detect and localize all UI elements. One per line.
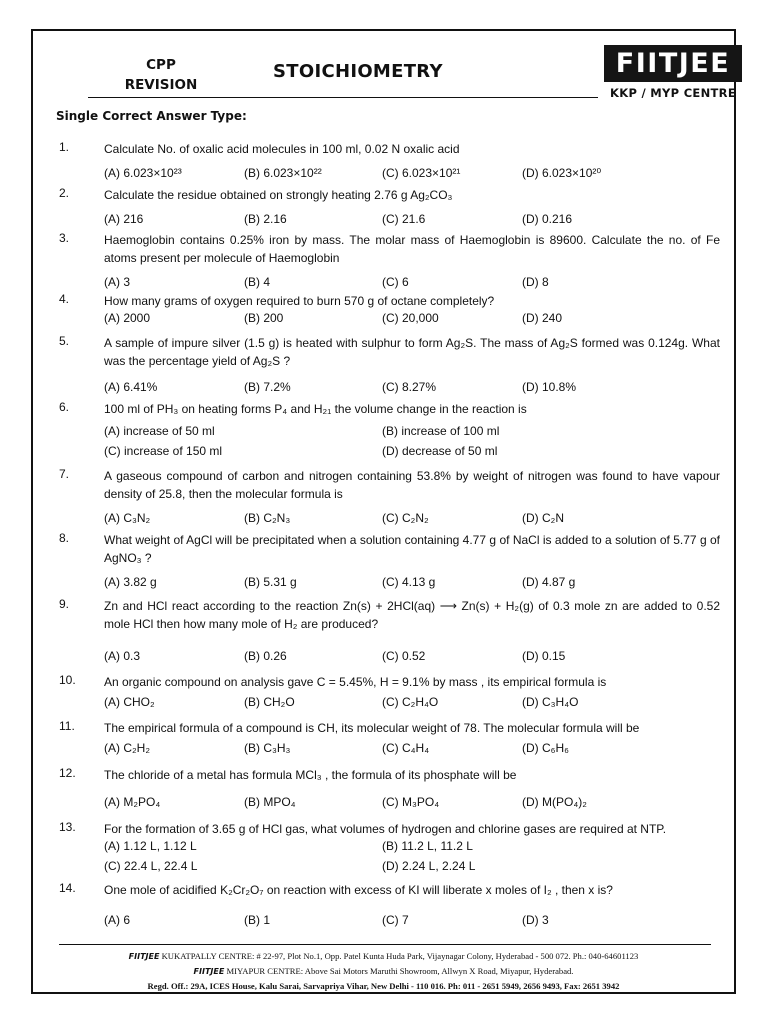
page-frame	[31, 29, 736, 994]
answer-option: (A) 2000	[104, 311, 151, 325]
answer-option: (C) 21.6	[382, 212, 426, 226]
cpp-line: CPP	[146, 57, 176, 73]
answer-option: (B) 11.2 L, 11.2 L	[382, 839, 473, 853]
answer-option: (B) 5.31 g	[244, 575, 297, 589]
answer-option: (C) M₃PO₄	[382, 795, 440, 809]
answer-option: (C) 20,000	[382, 311, 439, 325]
answer-option: (A) 0.3	[104, 649, 141, 663]
page-title: STOICHIOMETRY	[273, 61, 443, 82]
question-text: What weight of AgCl will be precipitated when a solution containing 4.77 g of NaCl is added to a solution of 5.77 g of AgNO₃ ?	[104, 533, 720, 565]
footer-divider	[59, 944, 711, 945]
footer	[33, 949, 734, 993]
answer-option: (D) 3	[522, 913, 549, 927]
question-number: 9.	[59, 597, 70, 611]
cpp-revision-label	[101, 55, 221, 95]
footer-kukatpally-text: KUKATPALLY CENTRE: # 22-97, Plot No.1, Opp. Patel Kunta Huda Park, Vijaynagar Colony, Hyderabad - 500 072. Ph.: 040-64601123	[161, 951, 639, 961]
answer-option: (A) CHO₂	[104, 695, 155, 709]
answer-option: (D) 4.87 g	[522, 575, 576, 589]
answer-option: (D) 0.15	[522, 649, 566, 663]
answer-option: (B) 6.023×10²²	[244, 166, 322, 180]
question-number: 3.	[59, 231, 70, 245]
question-number: 4.	[59, 292, 70, 306]
answer-option: (D) C₂N	[522, 511, 564, 525]
answer-option: (B) 7.2%	[244, 380, 291, 394]
question-text: Haemoglobin contains 0.25% iron by mass. The molar mass of Haemoglobin is 89600. Calculate the no. of Fe atoms present per molecule of Haemoglobin	[104, 233, 720, 265]
question-number: 13.	[59, 820, 76, 834]
answer-option: (A) 3.82 g	[104, 575, 157, 589]
answer-option: (A) 6	[104, 913, 131, 927]
answer-option: (A) 3	[104, 275, 131, 289]
footer-miyapur-text: MIYAPUR CENTRE: Above Sai Motors Maruthi Showroom, Allwyn X Road, Miyapur, Hyderabad.	[226, 966, 574, 976]
answer-option: (B) 4	[244, 275, 271, 289]
question-text: For the formation of 3.65 g of HCl gas, what volumes of hydrogen and chlorine gases are required at NTP.	[104, 822, 667, 836]
fiitjee-logo: FIITJEE	[604, 45, 742, 82]
answer-option: (C) 8.27%	[382, 380, 437, 394]
answer-option: (A) 6.41%	[104, 380, 158, 394]
question-text: 100 ml of PH₃ on heating forms P₄ and H₂₁ the volume change in the reaction is	[104, 402, 527, 416]
footer-kukatpally-line	[33, 949, 734, 964]
answer-option: (D) 2.24 L, 2.24 L	[382, 859, 476, 873]
revision-line: REVISION	[124, 77, 198, 93]
answer-option: (D) 8	[522, 275, 549, 289]
answer-option: (A) C₂H₂	[104, 741, 150, 755]
question-number: 14.	[59, 881, 76, 895]
answer-option: (D) 10.8%	[522, 380, 577, 394]
answer-option: (C) 0.52	[382, 649, 426, 663]
footer-brand: FIITJEE	[128, 952, 160, 961]
question-text: An organic compound on analysis gave C = 5.45%, H = 9.1% by mass , its empirical formula is	[104, 675, 607, 689]
answer-option: (B) 1	[244, 913, 271, 927]
question-number: 10.	[59, 673, 76, 687]
section-title: Single Correct Answer Type:	[56, 109, 247, 123]
question-text: A gaseous compound of carbon and nitrogen containing 53.8% by weight of nitrogen was found to have vapour density of 25.8, then the molecular formula is	[104, 469, 720, 501]
question-text: Zn and HCl react according to the reaction Zn(s) + 2HCl(aq) ⟶ Zn(s) + H₂(g) of 0.3 mole zn are added to 0.52 mole HCl then how many mole of H₂ are produced?	[104, 599, 720, 631]
question-number: 8.	[59, 531, 70, 545]
answer-option: (A) 6.023×10²³	[104, 166, 182, 180]
question-number: 7.	[59, 467, 70, 481]
answer-option: (C) C₂N₂	[382, 511, 429, 525]
question-text: The chloride of a metal has formula MCl₃ , the formula of its phosphate will be	[104, 768, 517, 782]
answer-option: (D) 240	[522, 311, 563, 325]
answer-option: (D) C₆H₆	[522, 741, 570, 755]
answer-option: (B) 0.26	[244, 649, 287, 663]
question-number: 6.	[59, 400, 70, 414]
answer-option: (B) increase of 100 ml	[382, 424, 500, 438]
question-text: Calculate the residue obtained on strongly heating 2.76 g Ag₂CO₃	[104, 188, 453, 202]
answer-option: (A) 1.12 L, 1.12 L	[104, 839, 197, 853]
answer-option: (D) M(PO₄)₂	[522, 795, 587, 809]
question-number: 11.	[59, 719, 75, 733]
footer-regd-label: Regd. Off.:	[147, 981, 189, 991]
footer-regd-line	[33, 979, 734, 993]
answer-option: (B) C₃H₃	[244, 741, 291, 755]
answer-option: (A) M₂PO₄	[104, 795, 161, 809]
answer-option: (A) increase of 50 ml	[104, 424, 215, 438]
answer-option: (C) 6.023×10²¹	[382, 166, 461, 180]
answer-option: (B) 200	[244, 311, 284, 325]
question-number: 12.	[59, 766, 76, 780]
answer-option: (B) C₂N₃	[244, 511, 291, 525]
answer-option: (A) 216	[104, 212, 144, 226]
header-divider	[88, 97, 598, 98]
question-text: The empirical formula of a compound is CH, its molecular weight of 78. The molecular formula will be	[104, 721, 640, 735]
answer-option: (C) increase of 150 ml	[104, 444, 223, 458]
question-text: A sample of impure silver (1.5 g) is heated with sulphur to form Ag₂S. The mass of Ag₂S formed was 0.124g. What was the percentage yield of Ag₂S ?	[104, 336, 720, 368]
answer-option: (D) 0.216	[522, 212, 573, 226]
footer-brand: FIITJEE	[193, 967, 225, 976]
footer-miyapur-line	[33, 964, 734, 979]
question-text: How many grams of oxygen required to burn 570 g of octane completely?	[104, 294, 495, 308]
question-number: 5.	[59, 334, 70, 348]
answer-option: (B) MPO₄	[244, 795, 296, 809]
centre-label: KKP / MYP CENTRE	[610, 86, 736, 100]
question-text: One mole of acidified K₂Cr₂O₇ on reaction with excess of KI will liberate x moles of I₂ , then x is?	[104, 883, 613, 897]
question-text: Calculate No. of oxalic acid molecules in 100 ml, 0.02 N oxalic acid	[104, 142, 460, 156]
question-number: 2.	[59, 186, 70, 200]
answer-option: (D) 6.023×10²⁰	[522, 166, 602, 180]
answer-option: (D) decrease of 50 ml	[382, 444, 498, 458]
answer-option: (D) C₃H₄O	[522, 695, 579, 709]
question-number: 1.	[59, 140, 70, 154]
footer-regd-text: 29A, ICES House, Kalu Sarai, Sarvapriya Vihar, New Delhi - 110 016. Ph: 011 - 2651 5949, 2656 9493, Fax: 2651 3942	[190, 981, 620, 991]
answer-option: (C) C₄H₄	[382, 741, 430, 755]
answer-option: (C) 4.13 g	[382, 575, 436, 589]
answer-option: (C) C₂H₄O	[382, 695, 439, 709]
answer-option: (A) C₃N₂	[104, 511, 151, 525]
answer-option: (B) CH₂O	[244, 695, 295, 709]
answer-option: (C) 7	[382, 913, 409, 927]
answer-option: (C) 6	[382, 275, 409, 289]
answer-option: (B) 2.16	[244, 212, 287, 226]
answer-option: (C) 22.4 L, 22.4 L	[104, 859, 198, 873]
